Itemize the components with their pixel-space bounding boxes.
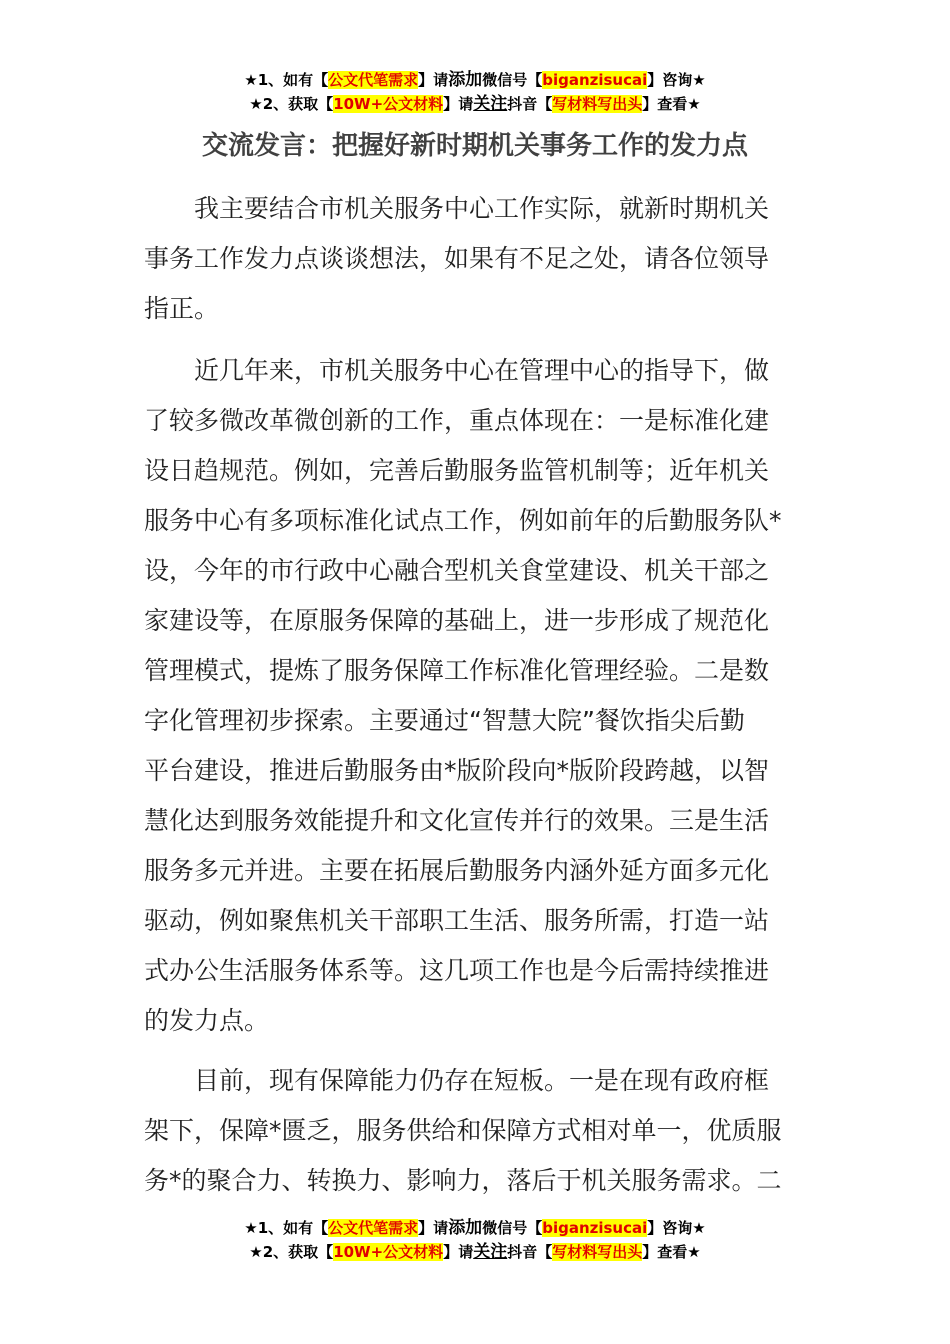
text-line: 式办公生活服务体系等。这几项工作也是今后需持续推进 xyxy=(144,956,770,985)
highlight-materials: 10W+公文材料 xyxy=(333,1243,444,1261)
banner-line-2: ★2、获取【10W+公文材料】请关注抖音【写材料写出头】查看★ xyxy=(249,94,701,114)
banner-line-1: ★1、如有【公文代笔需求】请添加微信号【biganzisucai】咨询★ xyxy=(244,70,706,90)
text-line: 我主要结合市机关服务中心工作实际，就新时期机关 xyxy=(194,194,770,223)
page-title: 交流发言：把握好新时期机关事务工作的发力点 xyxy=(201,131,748,161)
highlight-douyin-account: 写材料写出头 xyxy=(552,1243,643,1261)
text-line: 架下，保障*匮乏，服务供给和保障方式相对单一，优质服 xyxy=(144,1116,782,1145)
highlight-douyin-account: 写材料写出头 xyxy=(552,95,643,113)
text-line: 驱动，例如聚焦机关干部职工生活、服务所需，打造一站 xyxy=(144,906,770,935)
text-line: 了较多微改革微创新的工作，重点体现在：一是标准化建 xyxy=(144,406,770,435)
text-line: 设，今年的市行政中心融合型机关食堂建设、机关干部之 xyxy=(144,556,770,585)
text-line: 管理模式，提炼了服务保障工作标准化管理经验。二是数 xyxy=(144,656,770,685)
text-line: 设日趋规范。例如，完善后勤服务监管机制等；近年机关 xyxy=(144,456,770,485)
text-line: 务*的聚合力、转换力、影响力，落后于机关服务需求。二 xyxy=(144,1166,782,1195)
text-line: 事务工作发力点谈谈想法，如果有不足之处，请各位领导 xyxy=(144,244,770,273)
text-line: 的发力点。 xyxy=(144,1006,270,1035)
top-banner xyxy=(0,68,950,116)
text-line: 慧化达到服务效能提升和文化宣传并行的效果。三是生活 xyxy=(144,806,770,835)
text-line: 服务中心有多项标准化试点工作，例如前年的后勤服务队* xyxy=(144,506,782,535)
text-line: 字化管理初步探索。主要通过“智慧大院”餐饮指尖后勤 xyxy=(144,706,745,735)
text-line: 目前，现有保障能力仍存在短板。一是在现有政府框 xyxy=(194,1066,770,1095)
highlight-wechat-id: biganzisucai xyxy=(542,71,648,89)
text-line: 近几年来，市机关服务中心在管理中心的指导下，做 xyxy=(194,356,770,385)
banner-line-1: ★1、如有【公文代笔需求】请添加微信号【biganzisucai】咨询★ xyxy=(244,1218,706,1238)
paragraph-3 xyxy=(144,1056,806,1206)
paragraph-1 xyxy=(144,184,806,334)
highlight-wechat-id: biganzisucai xyxy=(542,1219,648,1237)
text-line: 服务多元并进。主要在拓展后勤服务内涵外延方面多元化 xyxy=(144,856,770,885)
highlight-materials: 10W+公文材料 xyxy=(333,95,444,113)
text-line: 家建设等，在原服务保障的基础上，进一步形成了规范化 xyxy=(144,606,770,635)
text-line: 指正。 xyxy=(144,294,220,323)
highlight-service: 公文代笔需求 xyxy=(328,1219,419,1237)
text-line: 平台建设，推进后勤服务由*版阶段向*版阶段跨越，以智 xyxy=(144,756,770,785)
paragraph-2 xyxy=(144,346,806,1046)
banner-line-2: ★2、获取【10W+公文材料】请关注抖音【写材料写出头】查看★ xyxy=(249,1242,701,1262)
highlight-service: 公文代笔需求 xyxy=(328,71,419,89)
bottom-banner xyxy=(0,1216,950,1264)
